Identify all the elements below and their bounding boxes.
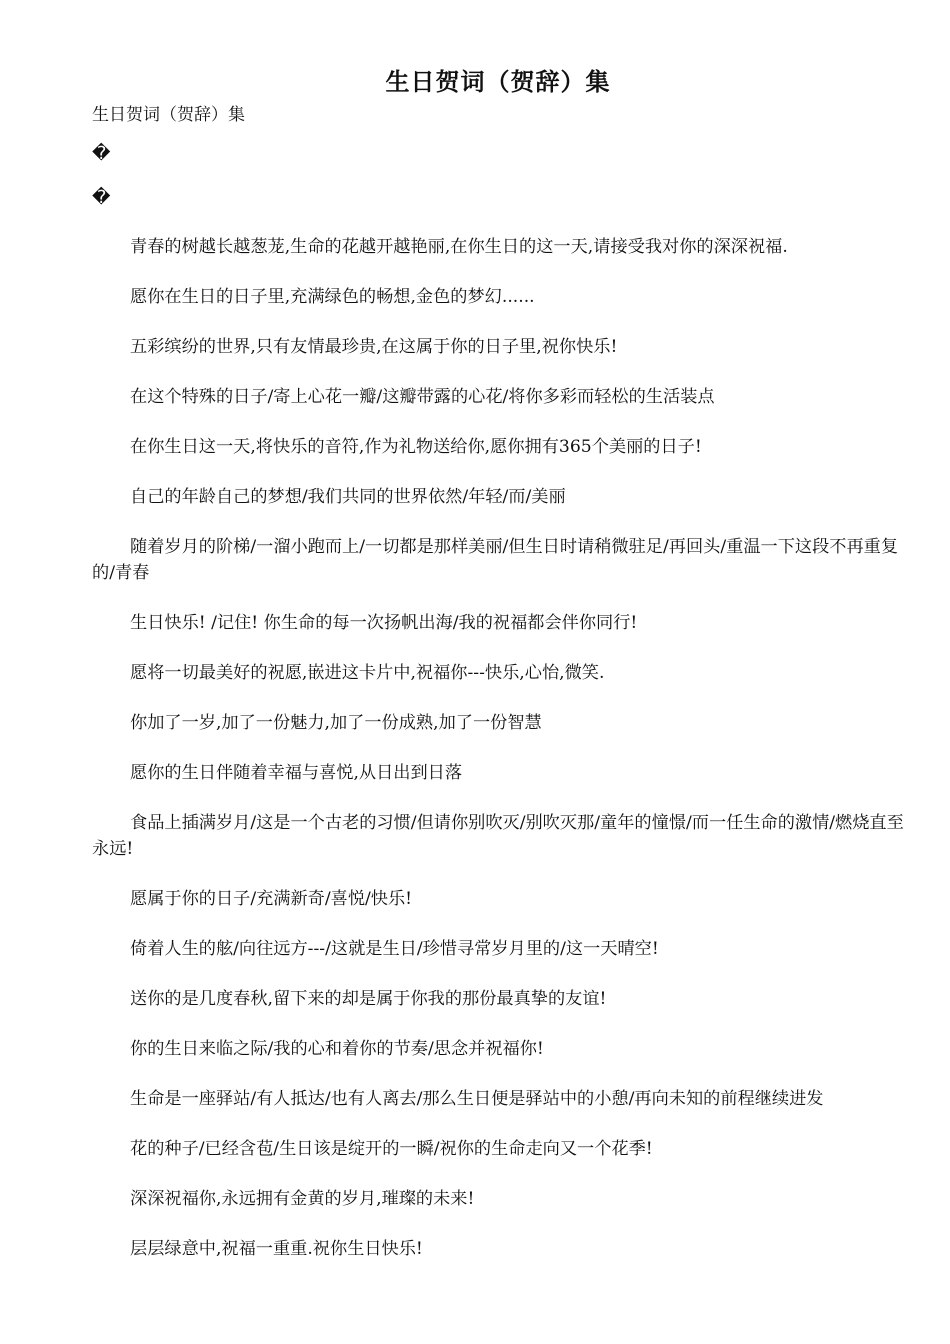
paragraph: 愿属于你的日子/充满新奇/喜悦/快乐! (130, 889, 413, 909)
paragraph: 青春的树越长越葱茏,生命的花越开越艳丽,在你生日的这一天,请接受我对你的深深祝福. (130, 237, 788, 257)
paragraph: 生日快乐! /记住! 你生命的每一次扬帆出海/我的祝福都会伴你同行! (130, 613, 638, 633)
paragraph: 深深祝福你,永远拥有金黄的岁月,璀璨的未来! (130, 1189, 475, 1209)
paragraph: 自己的年龄自己的梦想/我们共同的世界依然/年轻/而/美丽 (130, 487, 566, 507)
placeholder-glyph: � (92, 143, 111, 164)
page-title: 生日贺词（贺辞）集 (385, 67, 611, 96)
paragraph: 花的种子/已经含苞/生日该是绽开的一瞬/祝你的生命走向又一个花季! (130, 1139, 653, 1159)
paragraph: 五彩缤纷的世界,只有友情最珍贵,在这属于你的日子里,祝你快乐! (130, 337, 618, 357)
paragraph: 愿你在生日的日子里,充满绿色的畅想,金色的梦幻...... (130, 287, 535, 307)
paragraph: 在这个特殊的日子/寄上心花一瓣/这瓣带露的心花/将你多彩而轻松的生活装点 (130, 387, 715, 407)
paragraph: 倚着人生的舷/向往远方---/这就是生日/珍惜寻常岁月里的/这一天晴空! (130, 939, 659, 959)
paragraph: 食品上插满岁月/这是一个古老的习惯/但请你别吹灭/别吹灭那/童年的憧憬/而一任生命的激情/燃烧直至永远! (92, 813, 904, 859)
paragraph: 愿将一切最美好的祝愿,嵌进这卡片中,祝福你---快乐,心怡,微笑. (130, 663, 605, 683)
placeholder-glyph: � (92, 187, 111, 208)
document-body (92, 234, 907, 1286)
paragraph: 生命是一座驿站/有人抵达/也有人离去/那么生日便是驿站中的小憩/再向未知的前程继续进发 (130, 1089, 824, 1109)
paragraph: 愿你的生日伴随着幸福与喜悦,从日出到日落 (130, 763, 463, 783)
paragraph: 送你的是几度春秋,留下来的却是属于你我的那份最真挚的友谊! (130, 989, 607, 1009)
document-subtitle: 生日贺词（贺辞）集 (92, 105, 245, 125)
paragraph: 在你生日这一天,将快乐的音符,作为礼物送给你,愿你拥有365个美丽的日子! (130, 437, 702, 457)
paragraph: 随着岁月的阶梯/一溜小跑而上/一切都是那样美丽/但生日时请稍微驻足/再回头/重温一下这段不再重复的/青春 (92, 537, 899, 583)
paragraph: 你加了一岁,加了一份魅力,加了一份成熟,加了一份智慧 (130, 713, 542, 733)
paragraph: 你的生日来临之际/我的心和着你的节奏/思念并祝福你! (130, 1039, 544, 1059)
paragraph: 层层绿意中,祝福一重重.祝你生日快乐! (130, 1239, 423, 1259)
